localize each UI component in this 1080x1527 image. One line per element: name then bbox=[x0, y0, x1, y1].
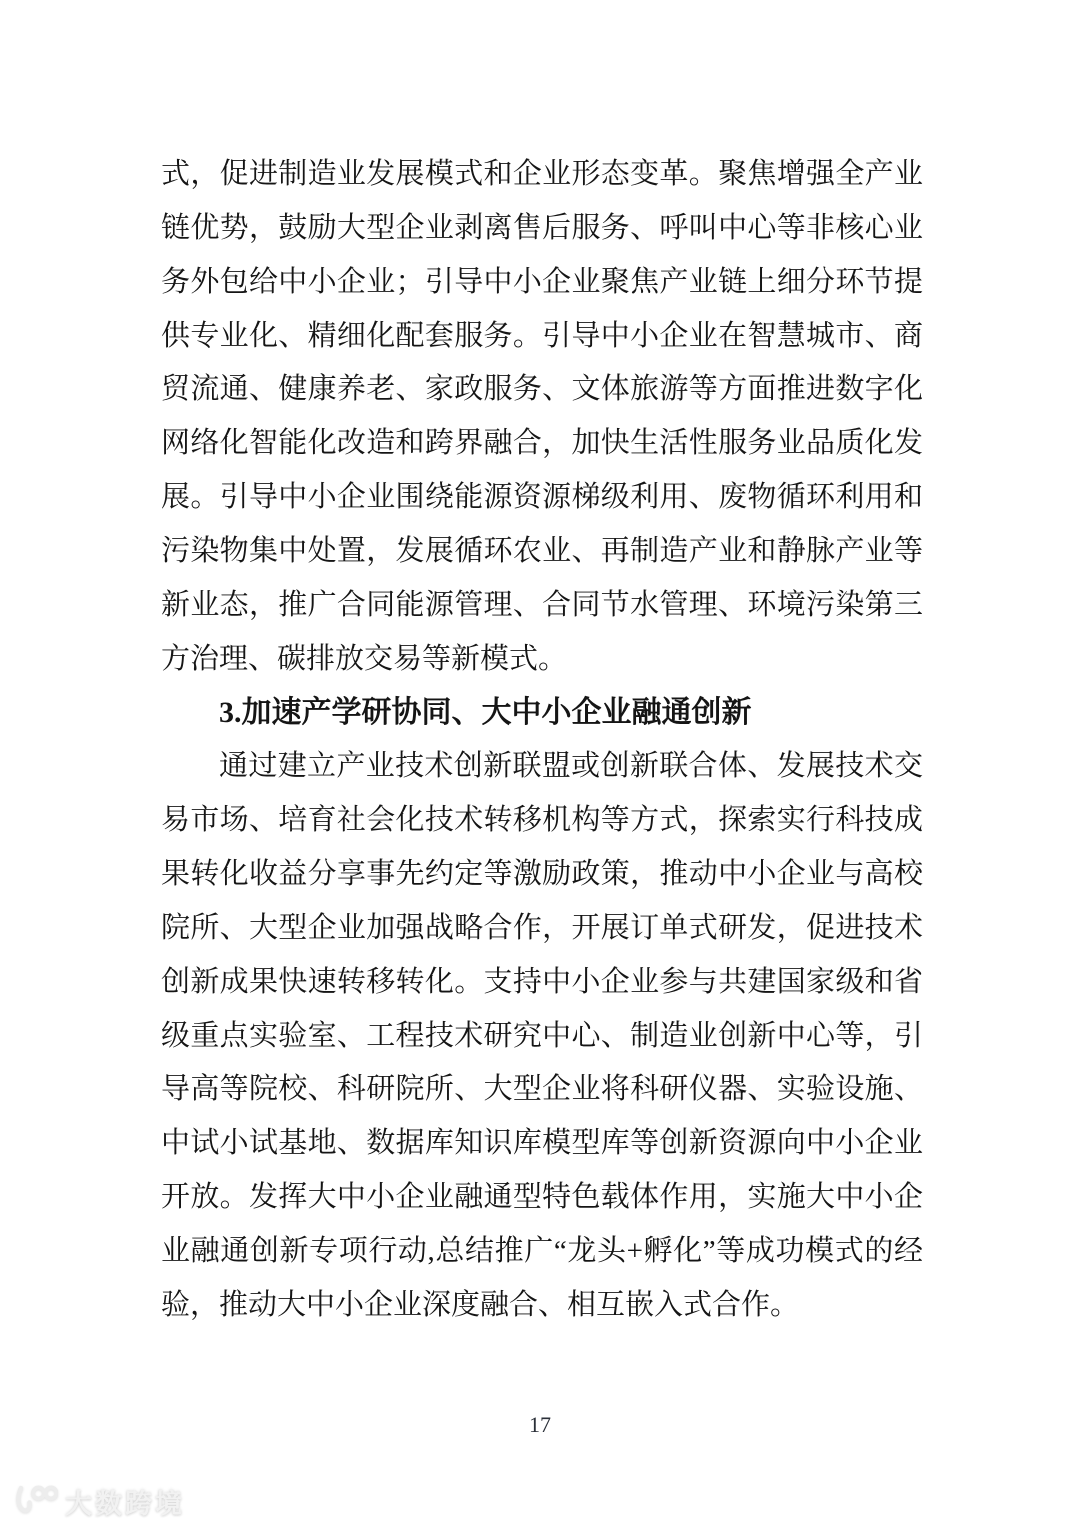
paragraph2-line: 果转化收益分享事先约定等激励政策，推动中小企业与高校 bbox=[161, 857, 923, 890]
glasses-100-logo-icon bbox=[10, 1482, 58, 1520]
paragraph2-line: 易市场、培育社会化技术转移机构等方式，探索实行科技成 bbox=[161, 804, 923, 837]
paragraph1-line: 展。引导中小企业围绕能源资源梯级利用、废物循环利用和 bbox=[161, 481, 923, 514]
paragraph1-line: 贸流通、健康养老、家政服务、文体旅游等方面推进数字化 bbox=[161, 373, 923, 406]
paragraph1-line: 式，促进制造业发展模式和企业形态变革。聚焦增强全产业 bbox=[161, 158, 923, 190]
paragraph2-line: 业融通创新专项行动,总结推广“龙头+孵化”等成功模式的经 bbox=[161, 1234, 923, 1267]
paragraph2-line: 开放。发挥大中小企业融通型特色载体作用，实施大中小企 bbox=[161, 1181, 923, 1214]
paragraph2-line: 导高等院校、科研院所、大型企业将科研仪器、实验设施、 bbox=[161, 1073, 923, 1106]
paragraph2-line: 级重点实验室、工程技术研究中心、制造业创新中心等，引 bbox=[161, 1019, 923, 1052]
paragraph2-line: 通过建立产业技术创新联盟或创新联合体、发展技术交 bbox=[219, 750, 923, 783]
paragraph1-line: 链优势，鼓励大型企业剥离售后服务、呼叫中心等非核心业 bbox=[161, 211, 923, 244]
paragraph1-line: 务外包给中小企业；引导中小企业聚焦产业链上细分环节提 bbox=[161, 265, 923, 298]
paragraph1-line: 新业态，推广合同能源管理、合同节水管理、环境污染第三 bbox=[161, 588, 923, 621]
paragraph1-line: 供专业化、精细化配套服务。引导中小企业在智慧城市、商 bbox=[161, 319, 923, 352]
paragraph1-line: 污染物集中处置，发展循环农业、再制造产业和静脉产业等 bbox=[161, 534, 923, 567]
paragraph2-line: 创新成果快速转移转化。支持中小企业参与共建国家级和省 bbox=[161, 965, 923, 998]
watermark bbox=[10, 1479, 185, 1523]
body-text bbox=[161, 148, 923, 1333]
section-heading: 3.加速产学研协同、大中小企业融通创新 bbox=[219, 696, 752, 730]
paragraph1-line: 网络化智能化改造和跨界融合，加快生活性服务业品质化发 bbox=[161, 427, 923, 460]
page-number: 17 bbox=[529, 1412, 551, 1437]
paragraph1-line: 方治理、碳排放交易等新模式。 bbox=[161, 642, 568, 675]
paragraph2-line: 验，推动大中小企业深度融合、相互嵌入式合作。 bbox=[161, 1288, 800, 1321]
paragraph2-line: 院所、大型企业加强战略合作，开展订单式研发，促进技术 bbox=[161, 911, 923, 944]
paragraph2-line: 中试小试基地、数据库知识库模型库等创新资源向中小企业 bbox=[161, 1127, 923, 1160]
watermark-brand-text: 大数跨境 bbox=[65, 1488, 185, 1519]
